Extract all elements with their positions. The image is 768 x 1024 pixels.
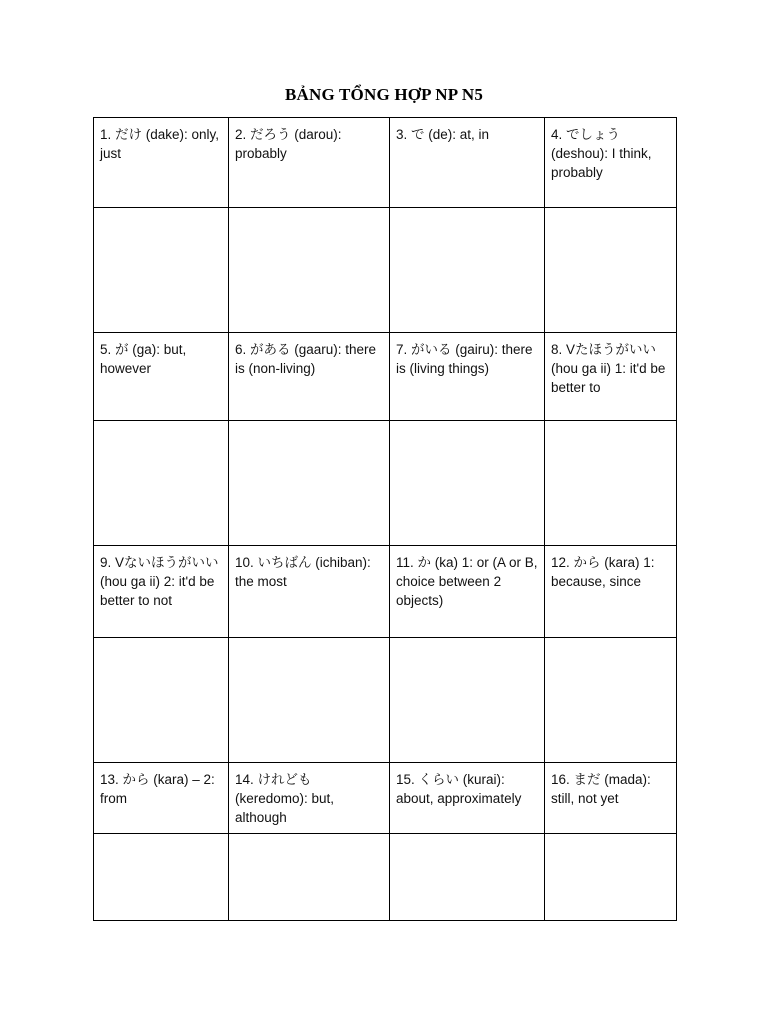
grammar-cell: 12. から (kara) 1: because, since xyxy=(545,546,677,638)
blank-cell xyxy=(229,834,390,921)
grammar-cell: 5. が (ga): but, however xyxy=(94,333,229,421)
grammar-cell: 3. で (de): at, in xyxy=(390,118,545,208)
table-row xyxy=(94,763,677,834)
blank-cell xyxy=(390,638,545,763)
table-row xyxy=(94,638,677,763)
table-row xyxy=(94,118,677,208)
grammar-cell: 9. Vないほうがいい (hou ga ii) 2: it'd be better to not xyxy=(94,546,229,638)
grammar-cell: 13. から (kara) – 2: from xyxy=(94,763,229,834)
table-row xyxy=(94,333,677,421)
document-title: BẢNG TỔNG HỢP NP N5 xyxy=(284,85,484,104)
table-row xyxy=(94,834,677,921)
table-row xyxy=(94,208,677,333)
grammar-cell: 8. Vたほうがいい (hou ga ii) 1: it'd be better to xyxy=(545,333,677,421)
grammar-table xyxy=(93,117,677,921)
grammar-cell: 16. まだ (mada): still, not yet xyxy=(545,763,677,834)
blank-cell xyxy=(390,421,545,546)
grammar-cell: 10. いちばん (ichiban): the most xyxy=(229,546,390,638)
blank-cell xyxy=(229,638,390,763)
blank-cell xyxy=(545,834,677,921)
grammar-cell: 4. でしょう (deshou): I think, probably xyxy=(545,118,677,208)
grammar-cell: 14. けれども (keredomo): but, although xyxy=(229,763,390,834)
blank-cell xyxy=(390,208,545,333)
blank-cell xyxy=(94,208,229,333)
blank-cell xyxy=(94,421,229,546)
blank-cell xyxy=(229,208,390,333)
blank-cell xyxy=(545,208,677,333)
blank-cell xyxy=(229,421,390,546)
blank-cell xyxy=(94,834,229,921)
grammar-cell: 7. がいる (gairu): there is (living things) xyxy=(390,333,545,421)
blank-cell xyxy=(94,638,229,763)
table-row xyxy=(94,546,677,638)
blank-cell xyxy=(390,834,545,921)
blank-cell xyxy=(545,638,677,763)
grammar-cell: 15. くらい (kurai): about, approximately xyxy=(390,763,545,834)
grammar-cell: 11. か (ka) 1: or (A or B, choice between 2 objects) xyxy=(390,546,545,638)
grammar-cell: 6. がある (gaaru): there is (non-living) xyxy=(229,333,390,421)
grammar-cell: 1. だけ (dake): only, just xyxy=(94,118,229,208)
grammar-cell: 2. だろう (darou): probably xyxy=(229,118,390,208)
table-row xyxy=(94,421,677,546)
blank-cell xyxy=(545,421,677,546)
